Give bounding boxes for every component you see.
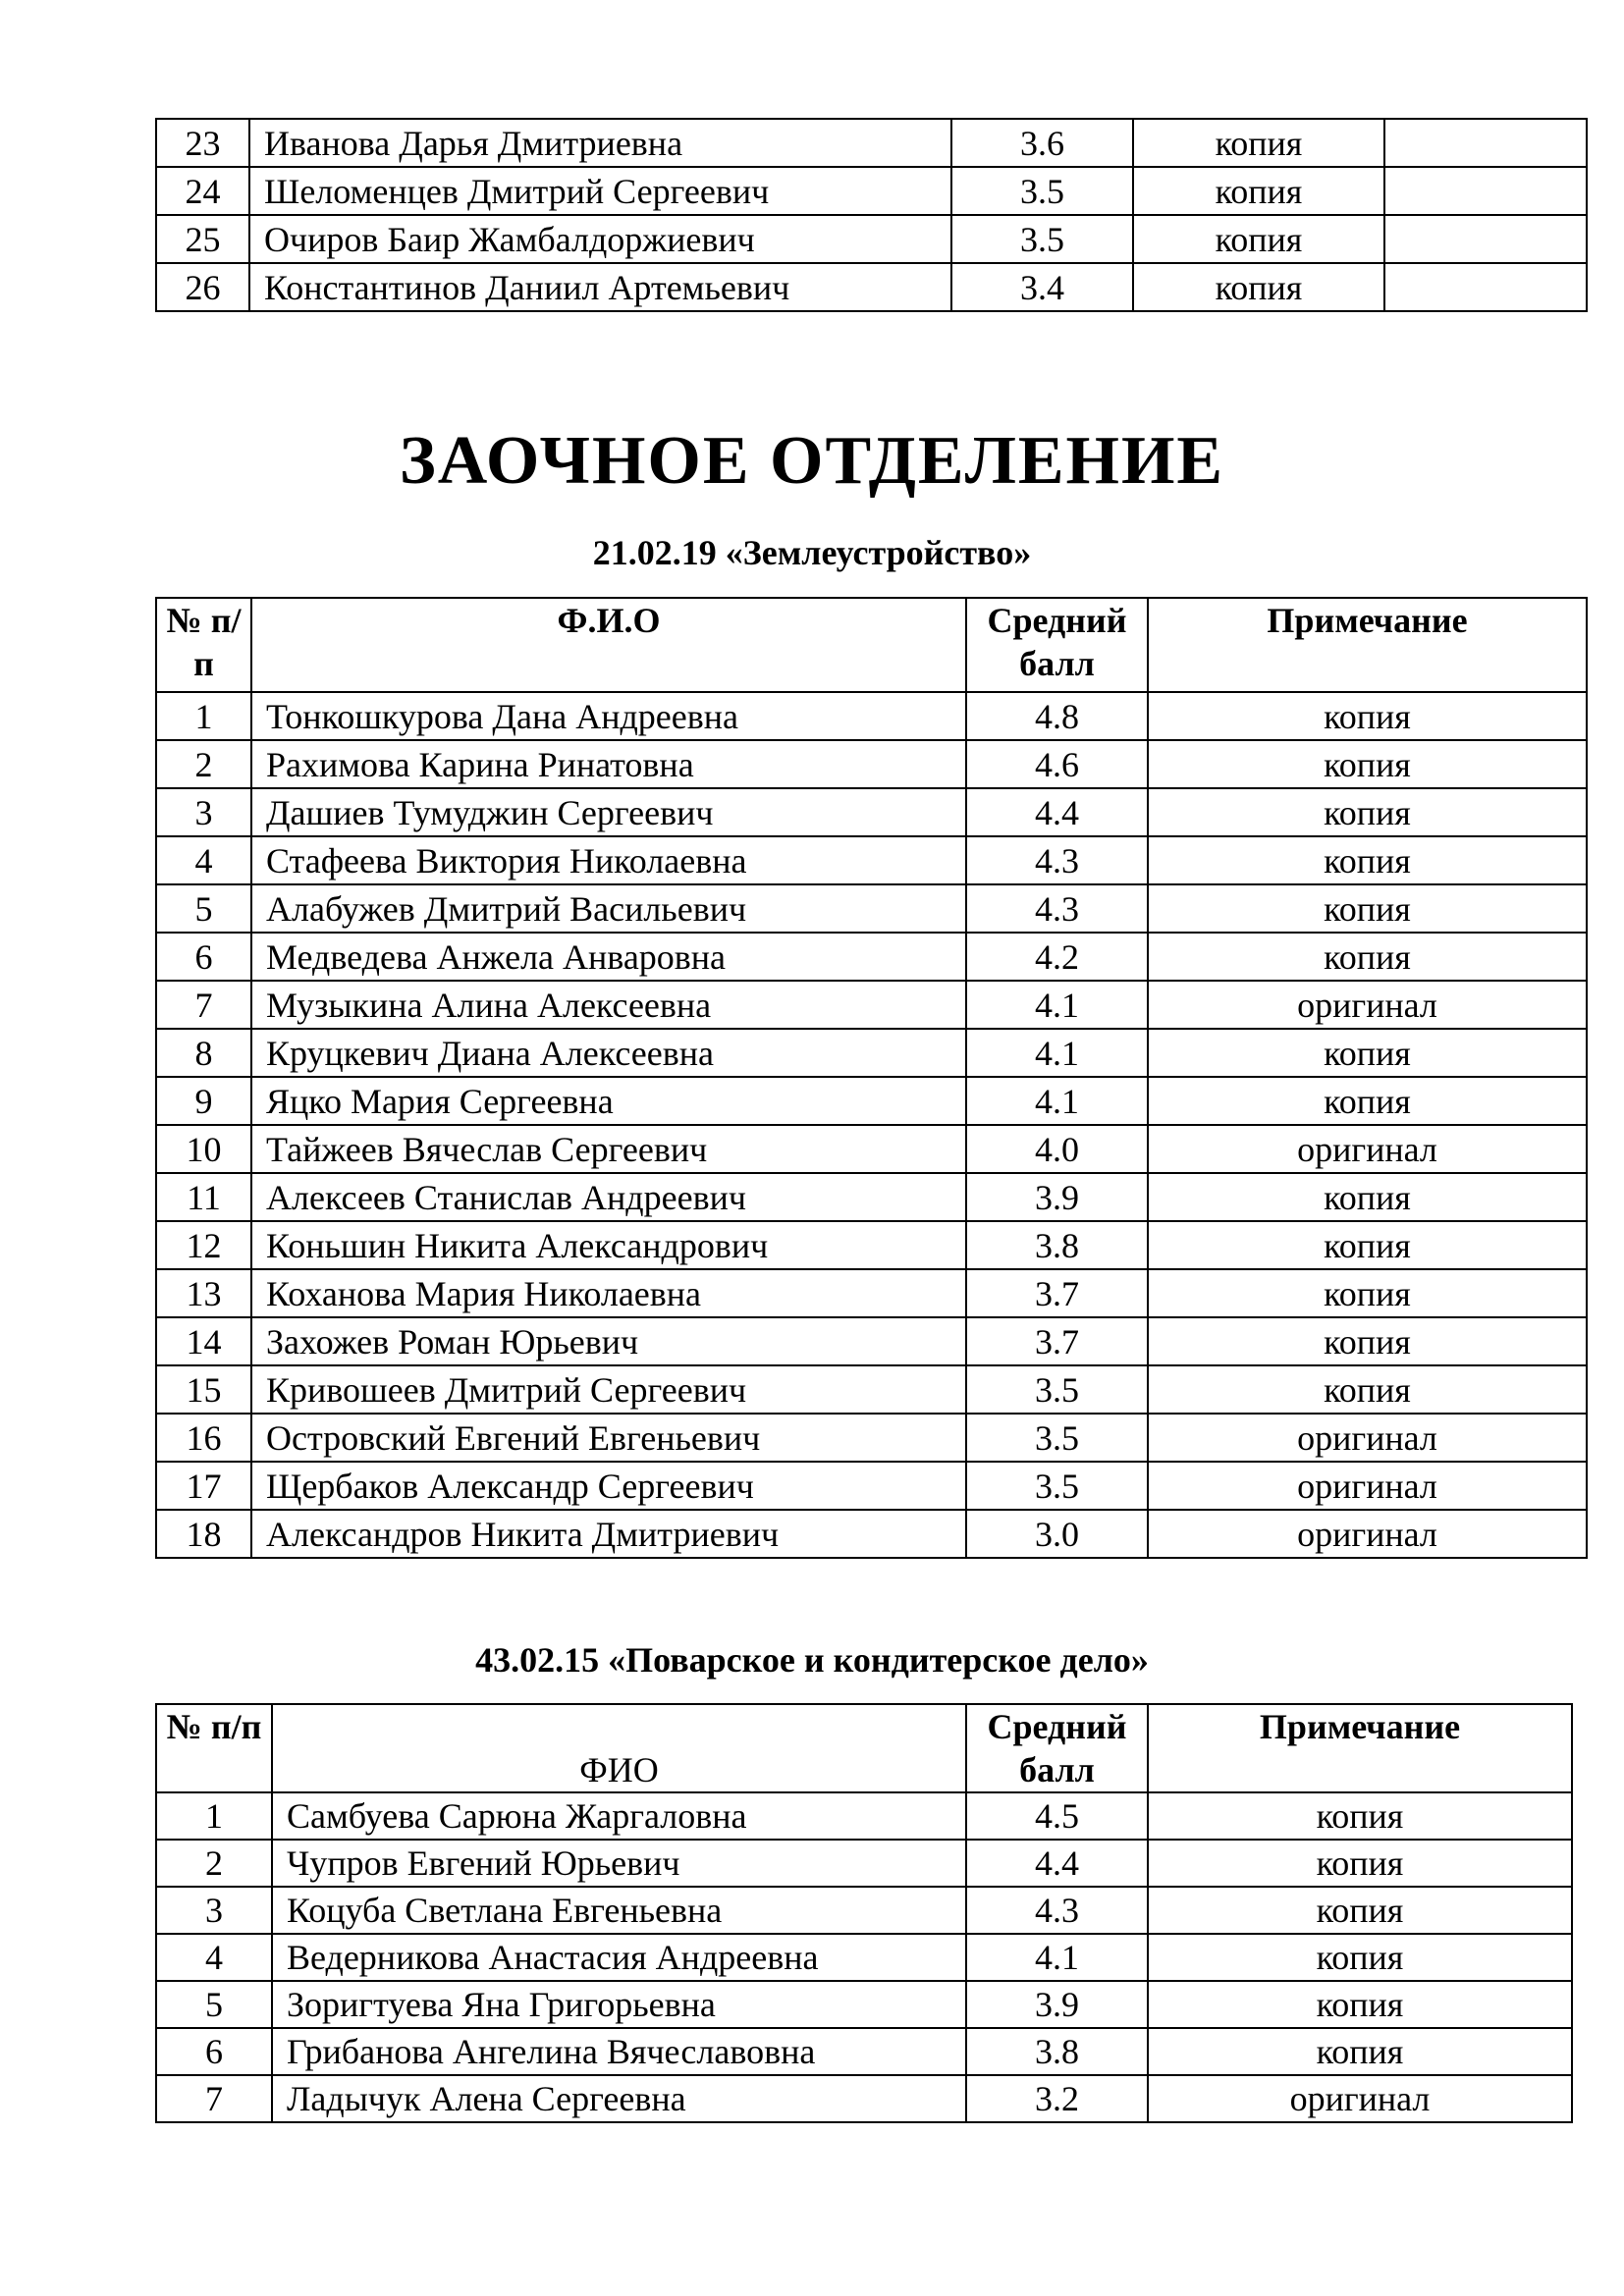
row-number: 1 [156,692,251,740]
table-row [156,836,1587,884]
povarskoe-table [155,1703,1573,2123]
row-name: Коньшин Никита Александрович [251,1221,966,1269]
row-name: Грибанова Ангелина Вячеславовна [272,2028,966,2075]
row-name: Рахимова Карина Ринатовна [251,740,966,788]
table-row [156,692,1587,740]
section-title-povarskoe: 43.02.15 «Поварское и кондитерское дело» [475,1640,1149,1680]
row-number: 26 [156,263,249,311]
row-number: 25 [156,215,249,263]
row-number: 4 [156,836,251,884]
row-note: оригинал [1148,981,1587,1029]
row-note: копия [1148,933,1587,981]
row-note: копия [1148,2028,1572,2075]
row-empty-cell [1384,167,1587,215]
row-number: 2 [156,740,251,788]
row-name: Стафеева Виктория Николаевна [251,836,966,884]
table-row [156,1269,1587,1317]
row-note: копия [1148,740,1587,788]
row-number: 17 [156,1462,251,1510]
zemleustroystvo-table-body [156,692,1587,1558]
row-note: оригинал [1148,1125,1587,1173]
row-note: копия [1148,1887,1572,1934]
table-row [156,1125,1587,1173]
row-score: 4.6 [966,740,1148,788]
row-name: Круцкевич Диана Алексеевна [251,1029,966,1077]
row-score: 3.5 [966,1462,1148,1510]
table-row [156,1365,1587,1414]
row-note: копия [1148,788,1587,836]
row-empty-cell [1384,215,1587,263]
row-note: копия [1133,263,1384,311]
table-row [156,1414,1587,1462]
row-note: оригинал [1148,1414,1587,1462]
row-name: Иванова Дарья Дмитриевна [249,119,951,167]
row-note: копия [1148,1077,1587,1125]
row-name: Тайжеев Вячеслав Сергеевич [251,1125,966,1173]
row-note: копия [1148,1317,1587,1365]
row-score: 3.5 [966,1365,1148,1414]
row-name: Очиров Баир Жамбалдоржиевич [249,215,951,263]
table-row [156,1934,1572,1981]
row-number: 1 [156,1792,272,1840]
row-score: 3.8 [966,1221,1148,1269]
row-score: 4.4 [966,1840,1148,1887]
row-number: 3 [156,788,251,836]
row-name: Самбуева Сарюна Жаргаловна [272,1792,966,1840]
row-number: 24 [156,167,249,215]
row-number: 9 [156,1077,251,1125]
row-note: копия [1133,119,1384,167]
row-score: 4.1 [966,981,1148,1029]
row-number: 5 [156,1981,272,2028]
table-row [156,2075,1572,2122]
table-row [156,167,1587,215]
row-name: Островский Евгений Евгеньевич [251,1414,966,1462]
row-number: 6 [156,2028,272,2075]
row-name: Ведерникова Анастасия Андреевна [272,1934,966,1981]
table-header-row [156,1704,1572,1792]
table-row [156,933,1587,981]
row-number: 10 [156,1125,251,1173]
row-score: 4.0 [966,1125,1148,1173]
row-score: 3.2 [966,2075,1148,2122]
table-row [156,740,1587,788]
row-score: 4.3 [966,836,1148,884]
row-name: Яцко Мария Сергеевна [251,1077,966,1125]
row-score: 4.1 [966,1029,1148,1077]
row-note: копия [1148,1981,1572,2028]
table-row [156,2028,1572,2075]
row-name: Ладычук Алена Сергеевна [272,2075,966,2122]
row-number: 6 [156,933,251,981]
row-note: копия [1148,1792,1572,1840]
row-number: 11 [156,1173,251,1221]
table-row [156,1029,1587,1077]
row-number: 18 [156,1510,251,1558]
row-empty-cell [1384,119,1587,167]
table-row [156,215,1587,263]
row-name: Музыкина Алина Алексеевна [251,981,966,1029]
zemleustroystvo-table [155,597,1588,1559]
row-score: 3.9 [966,1173,1148,1221]
page-title: ЗАОЧНОЕ ОТДЕЛЕНИЕ [399,423,1225,499]
header-score: Средний балл [966,1704,1148,1792]
header-fio: Ф.И.О [251,598,966,692]
header-note: Примечание [1148,598,1587,692]
row-score: 3.5 [951,167,1133,215]
table-row [156,1462,1587,1510]
table-row [156,1840,1572,1887]
row-note: копия [1148,1934,1572,1981]
row-note: копия [1148,692,1587,740]
row-score: 3.8 [966,2028,1148,2075]
row-note: оригинал [1148,1510,1587,1558]
row-name: Александров Никита Дмитриевич [251,1510,966,1558]
row-score: 4.8 [966,692,1148,740]
table-row [156,1221,1587,1269]
row-score: 3.4 [951,263,1133,311]
row-number: 8 [156,1029,251,1077]
row-note: оригинал [1148,1462,1587,1510]
row-score: 3.0 [966,1510,1148,1558]
continuation-table-body [156,119,1587,311]
row-note: оригинал [1148,2075,1572,2122]
row-note: копия [1148,836,1587,884]
row-score: 4.5 [966,1792,1148,1840]
table-row [156,1510,1587,1558]
row-note: копия [1148,884,1587,933]
row-score: 4.1 [966,1934,1148,1981]
table-row [156,1981,1572,2028]
row-name: Коцуба Светлана Евгеньевна [272,1887,966,1934]
row-score: 4.2 [966,933,1148,981]
row-note: копия [1148,1365,1587,1414]
povarskoe-table-body [156,1792,1572,2122]
table-row [156,263,1587,311]
row-number: 14 [156,1317,251,1365]
row-name: Дашиев Тумуджин Сергеевич [251,788,966,836]
row-score: 4.3 [966,884,1148,933]
row-score: 4.3 [966,1887,1148,1934]
row-note: копия [1133,167,1384,215]
row-empty-cell [1384,263,1587,311]
row-number: 12 [156,1221,251,1269]
row-note: копия [1148,1269,1587,1317]
table-row [156,788,1587,836]
row-note: копия [1148,1221,1587,1269]
row-number: 23 [156,119,249,167]
header-note: Примечание [1148,1704,1572,1792]
row-note: копия [1148,1173,1587,1221]
row-score: 3.7 [966,1317,1148,1365]
row-number: 3 [156,1887,272,1934]
section-title-zemleustroystvo: 21.02.19 «Землеустройство» [592,533,1032,572]
table-header-row [156,598,1587,692]
row-name: Константинов Даниил Артемьевич [249,263,951,311]
table-row [156,1173,1587,1221]
row-score: 3.5 [966,1414,1148,1462]
table-row [156,1887,1572,1934]
table-row [156,884,1587,933]
row-name: Щербаков Александр Сергеевич [251,1462,966,1510]
row-number: 13 [156,1269,251,1317]
row-score: 3.9 [966,1981,1148,2028]
row-number: 2 [156,1840,272,1887]
row-name: Коханова Мария Николаевна [251,1269,966,1317]
row-name: Чупров Евгений Юрьевич [272,1840,966,1887]
row-note: копия [1148,1840,1572,1887]
row-number: 5 [156,884,251,933]
row-number: 4 [156,1934,272,1981]
table-row [156,981,1587,1029]
header-score: Средний балл [966,598,1148,692]
row-name: Алексеев Станислав Андреевич [251,1173,966,1221]
row-score: 3.7 [966,1269,1148,1317]
row-number: 7 [156,2075,272,2122]
row-name: Кривошеев Дмитрий Сергеевич [251,1365,966,1414]
row-number: 16 [156,1414,251,1462]
row-score: 4.1 [966,1077,1148,1125]
header-fio: ФИО [272,1704,966,1792]
row-number: 15 [156,1365,251,1414]
row-score: 3.5 [951,215,1133,263]
table-row [156,1077,1587,1125]
table-row [156,1792,1572,1840]
row-name: Зоригтуева Яна Григорьевна [272,1981,966,2028]
continuation-table [155,118,1588,312]
header-number: № п/п [156,598,251,692]
row-number: 7 [156,981,251,1029]
table-row [156,1317,1587,1365]
row-name: Алабужев Дмитрий Васильевич [251,884,966,933]
row-score: 3.6 [951,119,1133,167]
row-note: копия [1148,1029,1587,1077]
row-name: Шеломенцев Дмитрий Сергеевич [249,167,951,215]
table-row [156,119,1587,167]
row-score: 4.4 [966,788,1148,836]
header-number: № п/п [156,1704,272,1792]
row-name: Медведева Анжела Анваровна [251,933,966,981]
row-name: Захожев Роман Юрьевич [251,1317,966,1365]
row-name: Тонкошкурова Дана Андреевна [251,692,966,740]
row-note: копия [1133,215,1384,263]
